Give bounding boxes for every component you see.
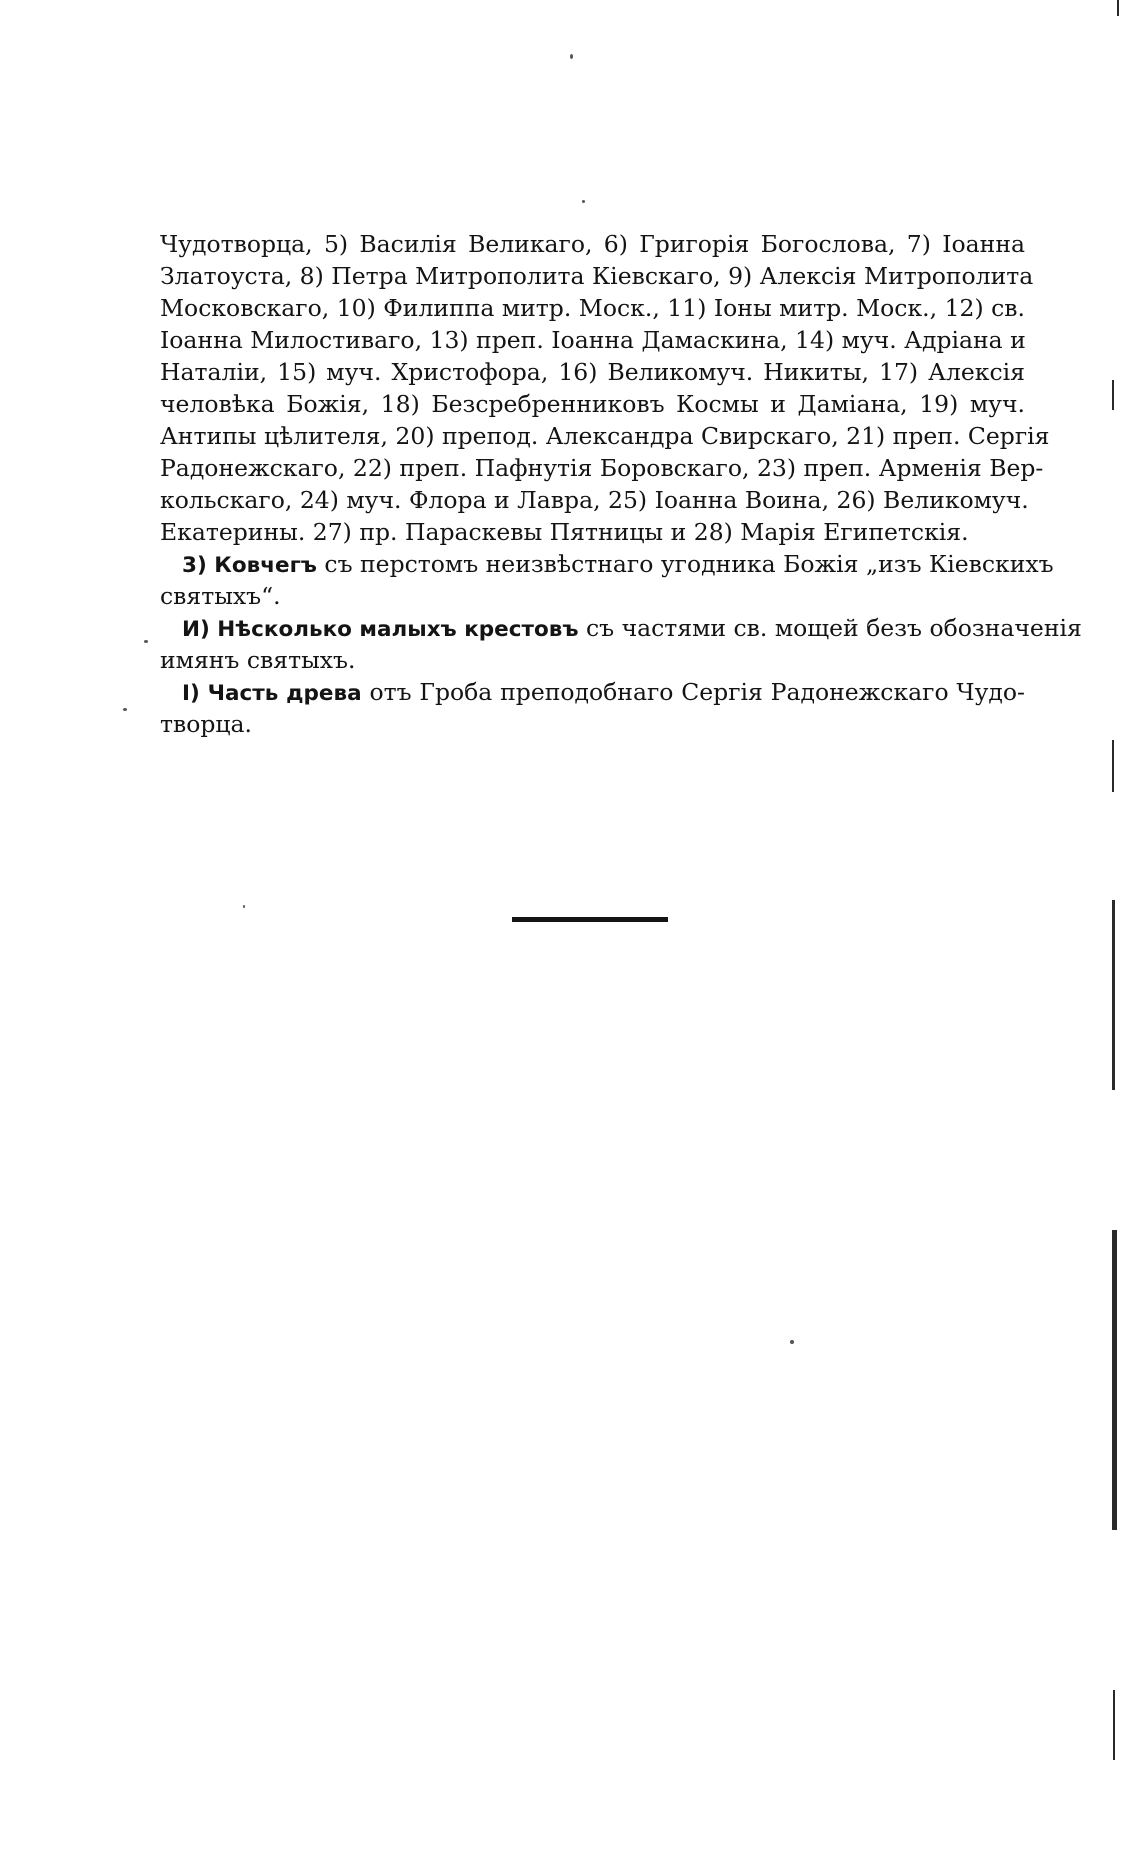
list-item-second-line: святыхъ“. bbox=[160, 582, 281, 610]
list-item-first-line bbox=[160, 676, 1025, 708]
scan-edge-mark bbox=[1117, 0, 1119, 16]
text-block bbox=[160, 228, 1082, 740]
text-line: Златоуста, 8) Петра Митрополита Кіевскаго, 9) Алексія Митрополита bbox=[160, 262, 1034, 290]
scan-speck bbox=[790, 1340, 794, 1344]
scan-edge-mark bbox=[1112, 380, 1114, 410]
section-divider-rule bbox=[512, 917, 668, 922]
list-item-second-line: творца. bbox=[160, 710, 253, 738]
item-text: съ частями св. мощей безъ обозначенія bbox=[578, 614, 1082, 642]
text-line: Наталіи, 15) муч. Христофора, 16) Великомуч. Никиты, 17) Алексія bbox=[160, 358, 1025, 386]
list-item-second-line: имянъ святыхъ. bbox=[160, 646, 356, 674]
list-item-first-line bbox=[160, 548, 1054, 580]
text-line: Московскаго, 10) Филиппа митр. Моск., 11) Іоны митр. Моск., 12) св. bbox=[160, 294, 1025, 322]
scan-edge-mark bbox=[1112, 900, 1115, 1090]
scan-speck bbox=[582, 200, 585, 203]
scan-edge-mark bbox=[1113, 1690, 1115, 1760]
item-heading: 3) Ковчегъ bbox=[182, 553, 317, 578]
list-item-first-line bbox=[160, 612, 1082, 644]
scan-speck bbox=[570, 54, 573, 59]
item-text: съ перстомъ неизвѣстнаго угодника Божія „изъ Кіевскихъ bbox=[316, 550, 1054, 578]
item-heading: И) Нѣсколько малыхъ крестовъ bbox=[182, 617, 579, 642]
scan-speck bbox=[243, 905, 245, 908]
text-line: Екатерины. 27) пр. Параскевы Пятницы и 28) Марія Египетскія. bbox=[160, 518, 969, 546]
text-line: Чудотворца, 5) Василія Великаго, 6) Григорія Богослова, 7) Іоанна bbox=[160, 230, 1025, 258]
scan-speck bbox=[144, 640, 148, 643]
text-line: кольскаго, 24) муч. Флора и Лавра, 25) Іоанна Воина, 26) Великомуч. bbox=[160, 486, 1029, 514]
text-line: Антипы цѣлителя, 20) препод. Александра Свирскаго, 21) преп. Сергія bbox=[160, 422, 1050, 450]
scan-edge-mark bbox=[1112, 1230, 1117, 1530]
text-line: Іоанна Милостиваго, 13) преп. Іоанна Дамаскина, 14) муч. Адріана и bbox=[160, 326, 1026, 354]
text-line: Радонежскаго, 22) преп. Пафнутія Боровскаго, 23) преп. Арменія Вер- bbox=[160, 454, 1044, 482]
item-heading: І) Часть древа bbox=[182, 681, 362, 706]
scan-edge-mark bbox=[1112, 740, 1114, 792]
text-line: человѣка Божія, 18) Безсребренниковъ Космы и Даміана, 19) муч. bbox=[160, 390, 1025, 418]
item-text: отъ Гроба преподобнаго Сергія Радонежскаго Чудо- bbox=[361, 678, 1025, 706]
scan-speck bbox=[123, 708, 127, 711]
